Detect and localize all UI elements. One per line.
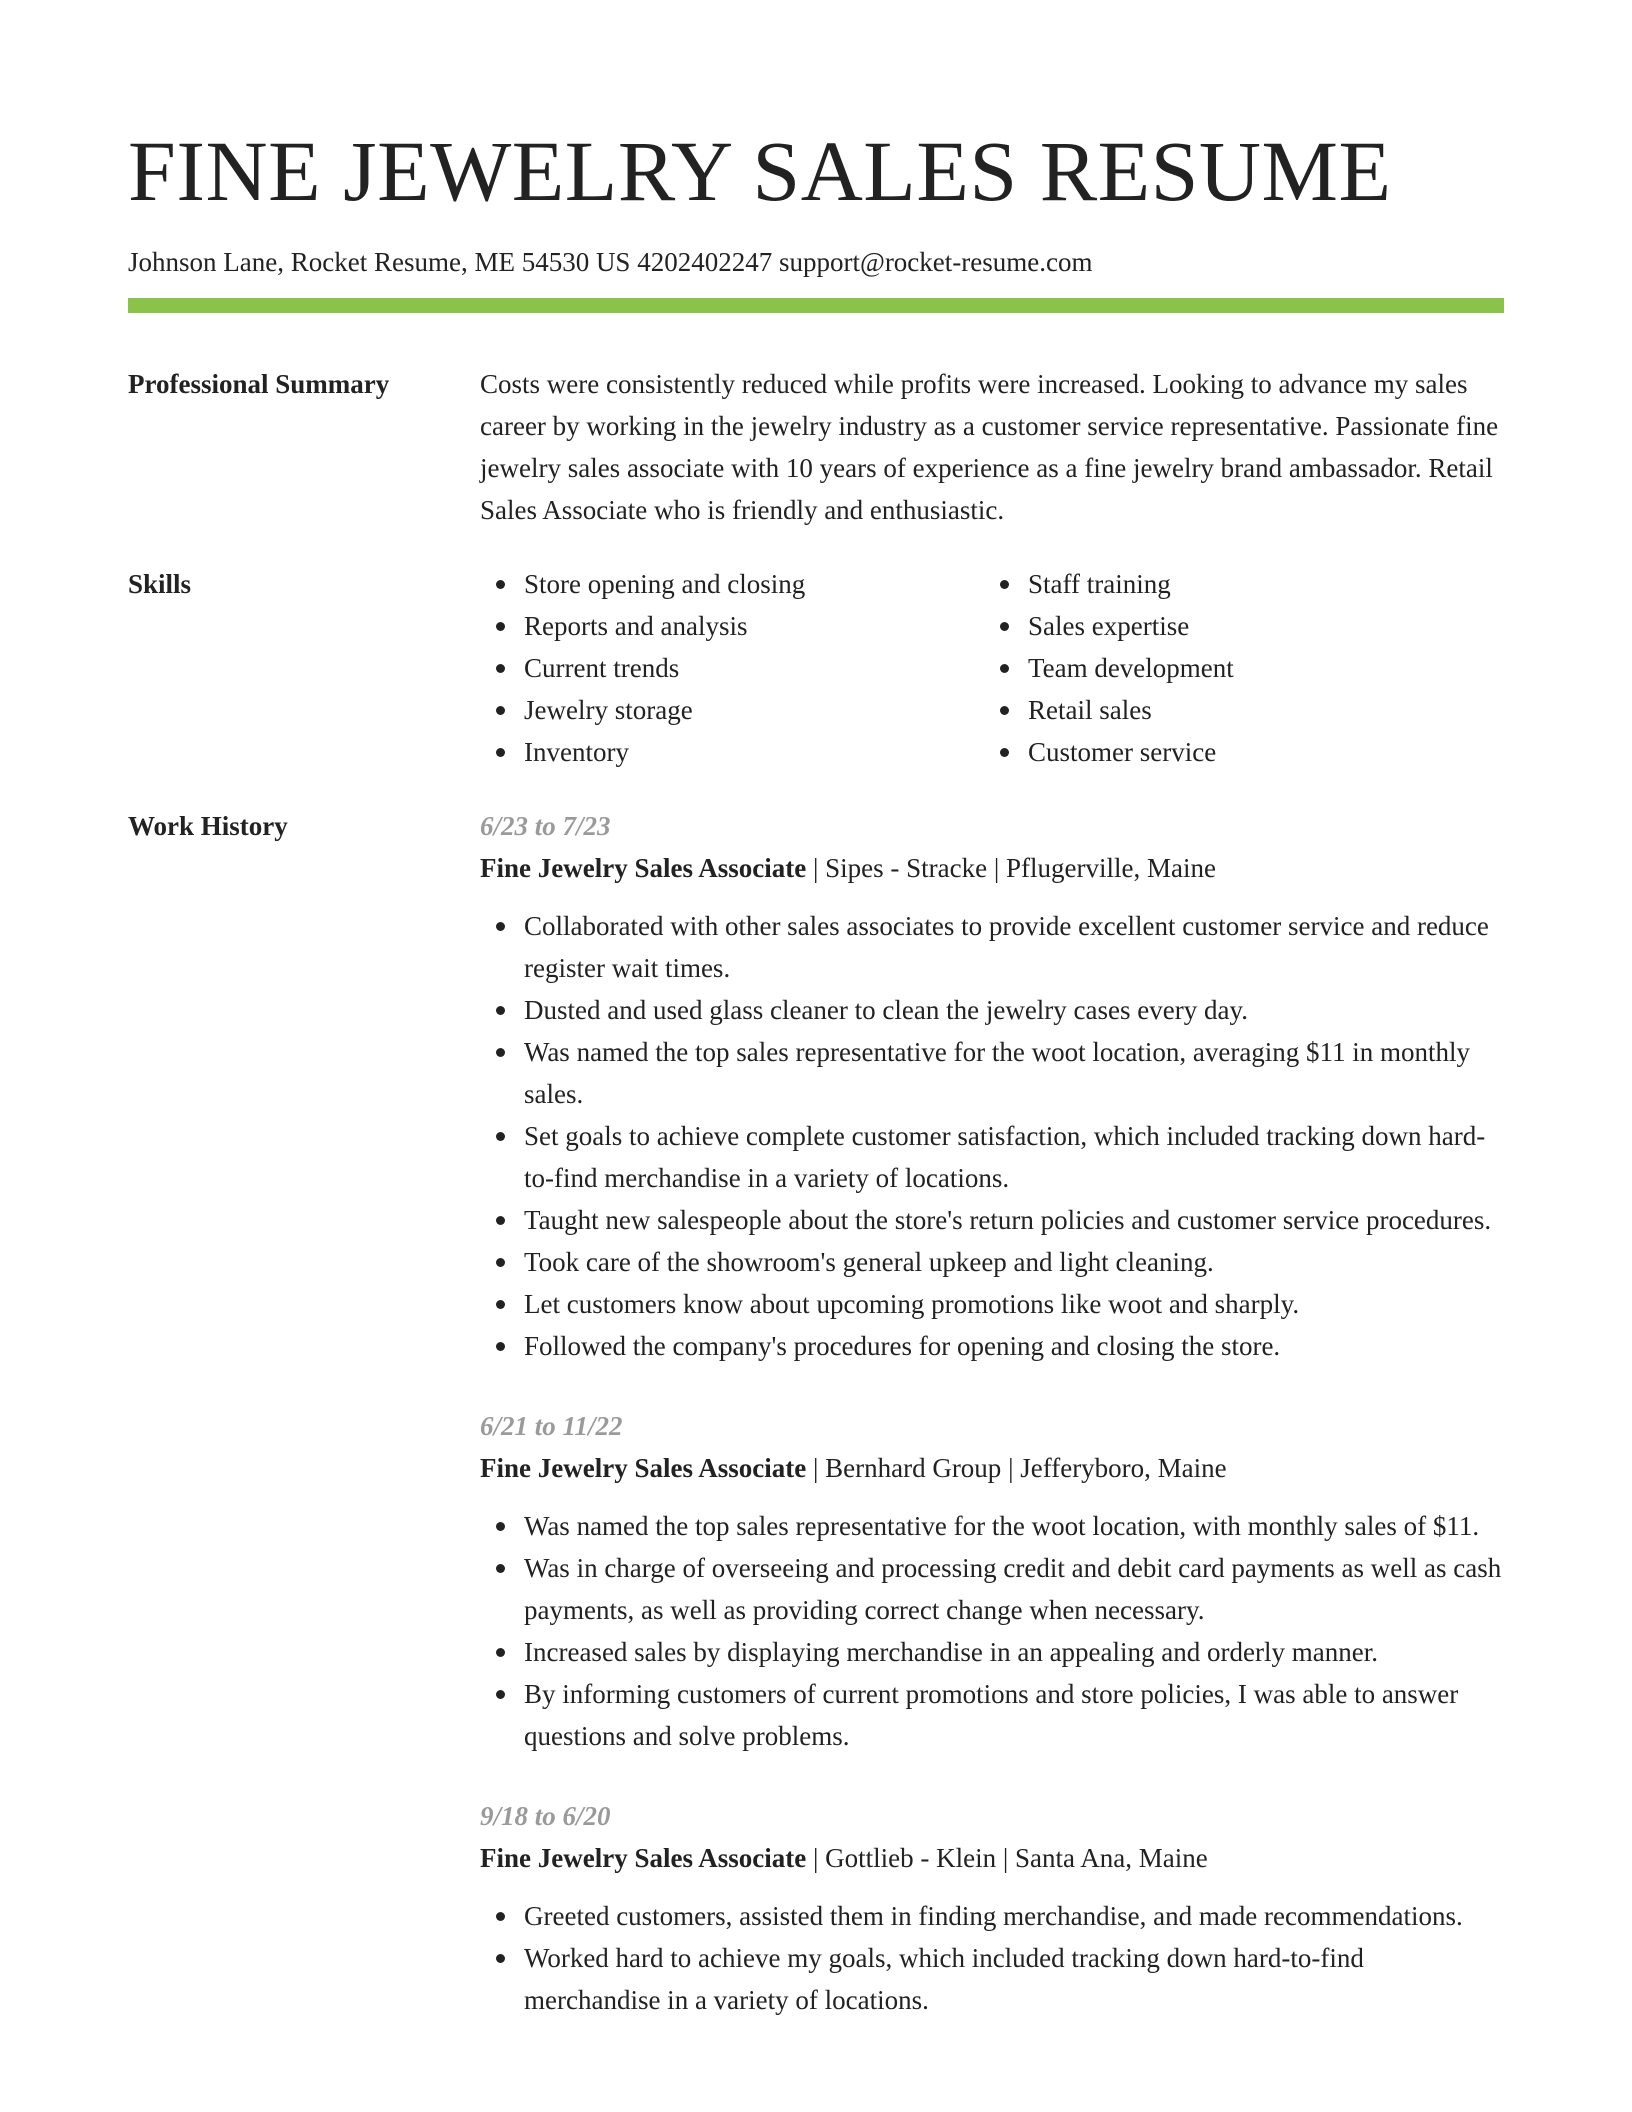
job-entry: [480, 1795, 1504, 2021]
bullet-dot-icon: [496, 1300, 505, 1309]
separator: |: [806, 1843, 826, 1873]
skill-item: [480, 563, 984, 605]
job-dates: 6/21 to 11/22: [480, 1411, 623, 1441]
job-bullet: [480, 1241, 1504, 1283]
job-bullets: [480, 905, 1504, 1367]
job-bullet-text: Was in charge of overseeing and processing credit and debit card payments as well as cash payments, as well as providing correct change when necessary.: [524, 1553, 1502, 1625]
skill-item-text: Jewelry storage: [524, 695, 693, 725]
job-title: Fine Jewelry Sales Associate: [480, 1843, 807, 1873]
job-bullet: [480, 1031, 1504, 1115]
job-location: Pflugerville, Maine: [1005, 853, 1216, 883]
job-location: Jefferyboro, Maine: [1020, 1453, 1227, 1483]
skill-item-text: Inventory: [524, 737, 629, 767]
bullet-dot-icon: [496, 1258, 505, 1267]
skill-item: [984, 689, 1488, 731]
job-entry: [480, 1405, 1504, 1757]
job-company: Sipes - Stracke: [825, 853, 988, 883]
section-heading: Work History: [128, 811, 288, 841]
bullet-dot-icon: [496, 1564, 505, 1573]
skill-item: [984, 731, 1488, 773]
bullet-dot-icon: [496, 706, 505, 715]
skill-item: [984, 647, 1488, 689]
bullet-dot-icon: [496, 748, 505, 757]
bullet-dot-icon: [496, 1216, 505, 1225]
summary-text: Costs were consistently reduced while profits were increased. Looking to advance my sales career by working in the jewelry industry as a customer service representative. Passionate fine jewelry sales associate with 10 years of experience as a fine jewelry brand ambassador. Retail Sales Associate who is friendly and enthusiastic.: [480, 369, 1499, 525]
separator: |: [806, 1453, 826, 1483]
jobs-list: [480, 805, 1504, 2059]
job-title: Fine Jewelry Sales Associate: [480, 1453, 807, 1483]
skill-item-text: Current trends: [524, 653, 680, 683]
job-bullet: [480, 1505, 1504, 1547]
skill-item-text: Reports and analysis: [524, 611, 748, 641]
bullet-dot-icon: [496, 622, 505, 631]
job-dates: 6/23 to 7/23: [480, 811, 611, 841]
professional-summary-section: [128, 363, 1504, 531]
job-bullet-text: Increased sales by displaying merchandise in an appealing and orderly manner.: [524, 1637, 1378, 1667]
job-heading: [480, 1837, 1504, 1879]
bullet-dot-icon: [496, 664, 505, 673]
job-bullet: [480, 1283, 1504, 1325]
skill-item: [480, 689, 984, 731]
skill-item-text: Retail sales: [1028, 695, 1152, 725]
job-bullet-text: Collaborated with other sales associates to provide excellent customer service and reduce register wait times.: [524, 911, 1489, 983]
bullet-dot-icon: [1000, 580, 1009, 589]
bullet-dot-icon: [496, 1912, 505, 1921]
bullet-dot-icon: [496, 1690, 505, 1699]
bullet-dot-icon: [496, 1954, 505, 1963]
job-bullet: [480, 1325, 1504, 1367]
job-bullet-text: Set goals to achieve complete customer satisfaction, which included tracking down hard-to-find merchandise in a variety of locations.: [524, 1121, 1486, 1193]
job-bullet: [480, 989, 1504, 1031]
bullet-dot-icon: [496, 1342, 505, 1351]
skill-item-text: Staff training: [1028, 569, 1171, 599]
bullet-dot-icon: [496, 1648, 505, 1657]
job-bullet-text: Was named the top sales representative for the woot location, averaging $11 in monthly sales.: [524, 1037, 1471, 1109]
contact-info: Johnson Lane, Rocket Resume, ME 54530 US 4202402247 support@rocket-resume.com: [128, 247, 1093, 277]
skill-item: [480, 605, 984, 647]
resume-page: [128, 0, 1504, 2059]
job-bullet: [480, 1199, 1504, 1241]
job-company: Gottlieb - Klein: [825, 1843, 997, 1873]
separator: |: [806, 853, 826, 883]
job-bullet: [480, 1673, 1504, 1757]
job-heading: [480, 1447, 1504, 1489]
separator: |: [987, 853, 1006, 883]
bullet-dot-icon: [496, 1522, 505, 1531]
job-bullet-text: Taught new salespeople about the store's return policies and customer service procedures.: [524, 1205, 1492, 1235]
job-bullets: [480, 1895, 1504, 2021]
header-divider: [128, 298, 1504, 313]
job-company: Bernhard Group: [825, 1453, 1002, 1483]
bullet-dot-icon: [1000, 622, 1009, 631]
skill-item-text: Team development: [1028, 653, 1234, 683]
job-bullet: [480, 1115, 1504, 1199]
job-bullet-text: Followed the company's procedures for opening and closing the store.: [524, 1331, 1281, 1361]
bullet-dot-icon: [1000, 664, 1009, 673]
job-bullet-text: Worked hard to achieve my goals, which included tracking down hard-to-find merchandise in a variety of locations.: [524, 1943, 1364, 2015]
bullet-dot-icon: [1000, 706, 1009, 715]
job-bullet: [480, 1937, 1504, 2021]
job-bullet-text: Dusted and used glass cleaner to clean the jewelry cases every day.: [524, 995, 1248, 1025]
skill-item: [480, 731, 984, 773]
bullet-dot-icon: [1000, 748, 1009, 757]
skill-item-text: Store opening and closing: [524, 569, 806, 599]
job-location: Santa Ana, Maine: [1014, 1843, 1208, 1873]
skill-item: [984, 605, 1488, 647]
bullet-dot-icon: [496, 1132, 505, 1141]
job-entry: [480, 805, 1504, 1367]
bullet-dot-icon: [496, 922, 505, 931]
job-bullet: [480, 1547, 1504, 1631]
section-heading: Skills: [128, 569, 192, 599]
job-bullet-text: Let customers know about upcoming promotions like woot and sharply.: [524, 1289, 1300, 1319]
separator: |: [1001, 1453, 1021, 1483]
job-bullet: [480, 1895, 1504, 1937]
job-title: Fine Jewelry Sales Associate: [480, 853, 807, 883]
skill-item-text: Sales expertise: [1028, 611, 1190, 641]
skill-item-text: Customer service: [1028, 737, 1217, 767]
resume-title: FINE JEWELRY SALES RESUME: [128, 123, 1392, 219]
job-bullet-text: Took care of the showroom's general upkeep and light cleaning.: [524, 1247, 1214, 1277]
separator: |: [996, 1843, 1015, 1873]
bullet-dot-icon: [496, 1048, 505, 1057]
job-bullet-text: Greeted customers, assisted them in finding merchandise, and made recommendations.: [524, 1901, 1463, 1931]
skills-column-left: [480, 563, 984, 773]
job-bullets: [480, 1505, 1504, 1757]
skills-grid: [480, 563, 1504, 773]
job-bullet-text: Was named the top sales representative for the woot location, with monthly sales of $11.: [524, 1511, 1480, 1541]
skill-item: [480, 647, 984, 689]
bullet-dot-icon: [496, 1006, 505, 1015]
skills-section: [128, 563, 1504, 773]
work-history-section: [128, 805, 1504, 2059]
job-heading: [480, 847, 1504, 889]
job-bullet: [480, 905, 1504, 989]
section-heading: Professional Summary: [128, 369, 390, 399]
bullet-dot-icon: [496, 580, 505, 589]
job-dates: 9/18 to 6/20: [480, 1801, 611, 1831]
job-bullet-text: By informing customers of current promotions and store policies, I was able to answer questions and solve problems.: [524, 1679, 1459, 1751]
job-bullet: [480, 1631, 1504, 1673]
skills-column-right: [984, 563, 1488, 773]
skill-item: [984, 563, 1488, 605]
